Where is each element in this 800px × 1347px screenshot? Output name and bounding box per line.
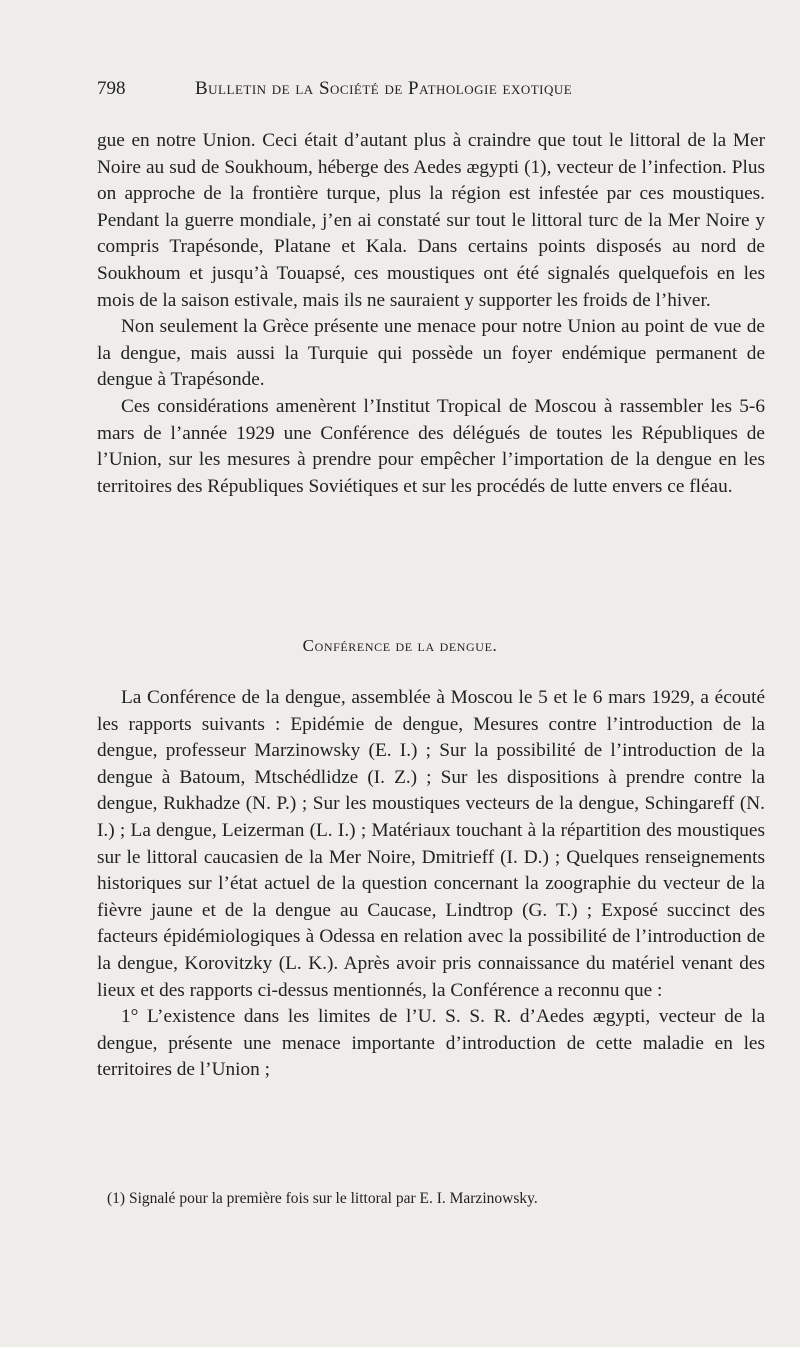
paragraph-conference: La Conférence de la dengue, assemblée à Moscou le 5 et le 6 mars 1929, a écouté les rapports suivants : Epidémie de dengue, Mesures contre l’introduction de la dengue, professeur Marzinowsky (E. I.) ; Sur la possibilité de l’introduction de la dengue à Batoum, Mtschédlidze (I. Z.) ; Sur les dispositions à prendre contre la dengue, Rukhadze (N. P.) ; Sur les moustiques vecteurs de la dengue, Schingareff (N. I.) ; La dengue, Leizerman (L. I.) ; Matériaux touchant à la répartition des moustiques sur le littoral caucasien de la Mer Noire, Dmitrieff (I. D.) ; Quelques renseignements historiques sur l’état actuel de la question concernant la zoographie du vecteur de la fièvre jaune et de la dengue au Caucase, Lindtrop (G. T.) ; Exposé succinct des facteurs épidémiologiques à Odessa en relation avec la possibilité de l’introduction de la dengue, Korovitzky (L. K.). Après avoir pris connaissance du matériel venant des lieux et des rapports ci-dessus mentionnés, la Conférence a reconnu que : [97,687,765,1001]
page-number: 798 [97,78,126,99]
paragraph-considerations: Ces considérations amenèrent l’Institut Tropical de Moscou à rassembler les 5-6 mars de l’année 1929 une Conférence des délégués de toutes les Républiques de l’Union, sur les mesures à prendre pour empêcher l’importation de la dengue en les territoires des Républiques Soviétiques et sur les procédés de lutte envers ce fléau. [97,395,765,497]
section-heading: Conférence de la dengue. [302,636,498,655]
body-text [97,128,765,500]
footnote: (1) Signalé pour la première fois sur le littoral par E. I. Marzinowsky. [107,1190,538,1207]
conference-text [97,685,765,1084]
paragraph-greece: Non seulement la Grèce présente une menace pour notre Union au point de vue de la dengue, mais aussi la Turquie qui possède un foyer endémique permanent de dengue à Trapésonde. [97,316,765,391]
running-header [97,78,747,100]
paragraph-point-1: 1° L’existence dans les limites de l’U. S. S. R. d’Aedes ægypti, vecteur de la dengue, présente une menace importante d’introduction de cette maladie en les territoires de l’Union ; [97,1006,765,1081]
paragraph-continued: gue en notre Union. Ceci était d’autant plus à craindre que tout le littoral de la Mer Noire au sud de Soukhoum, héberge des Aedes ægypti (1), vecteur de l’infection. Plus on approche de la frontière turque, plus la région est infestée par ces moustiques. Pendant la guerre mondiale, j’en ai constaté sur tout le littoral turc de la Mer Noire y compris Trapésonde, Platane et Kala. Dans certains points disposés au nord de Soukhoum et jusqu’à Touapsé, ces moustiques ont été signalés quelquefois en les mois de la saison estivale, mais ils ne sauraient y supporter les froids de l’hiver. [97,130,765,311]
running-title: Bulletin de la Société de Pathologie exotique [195,78,573,99]
